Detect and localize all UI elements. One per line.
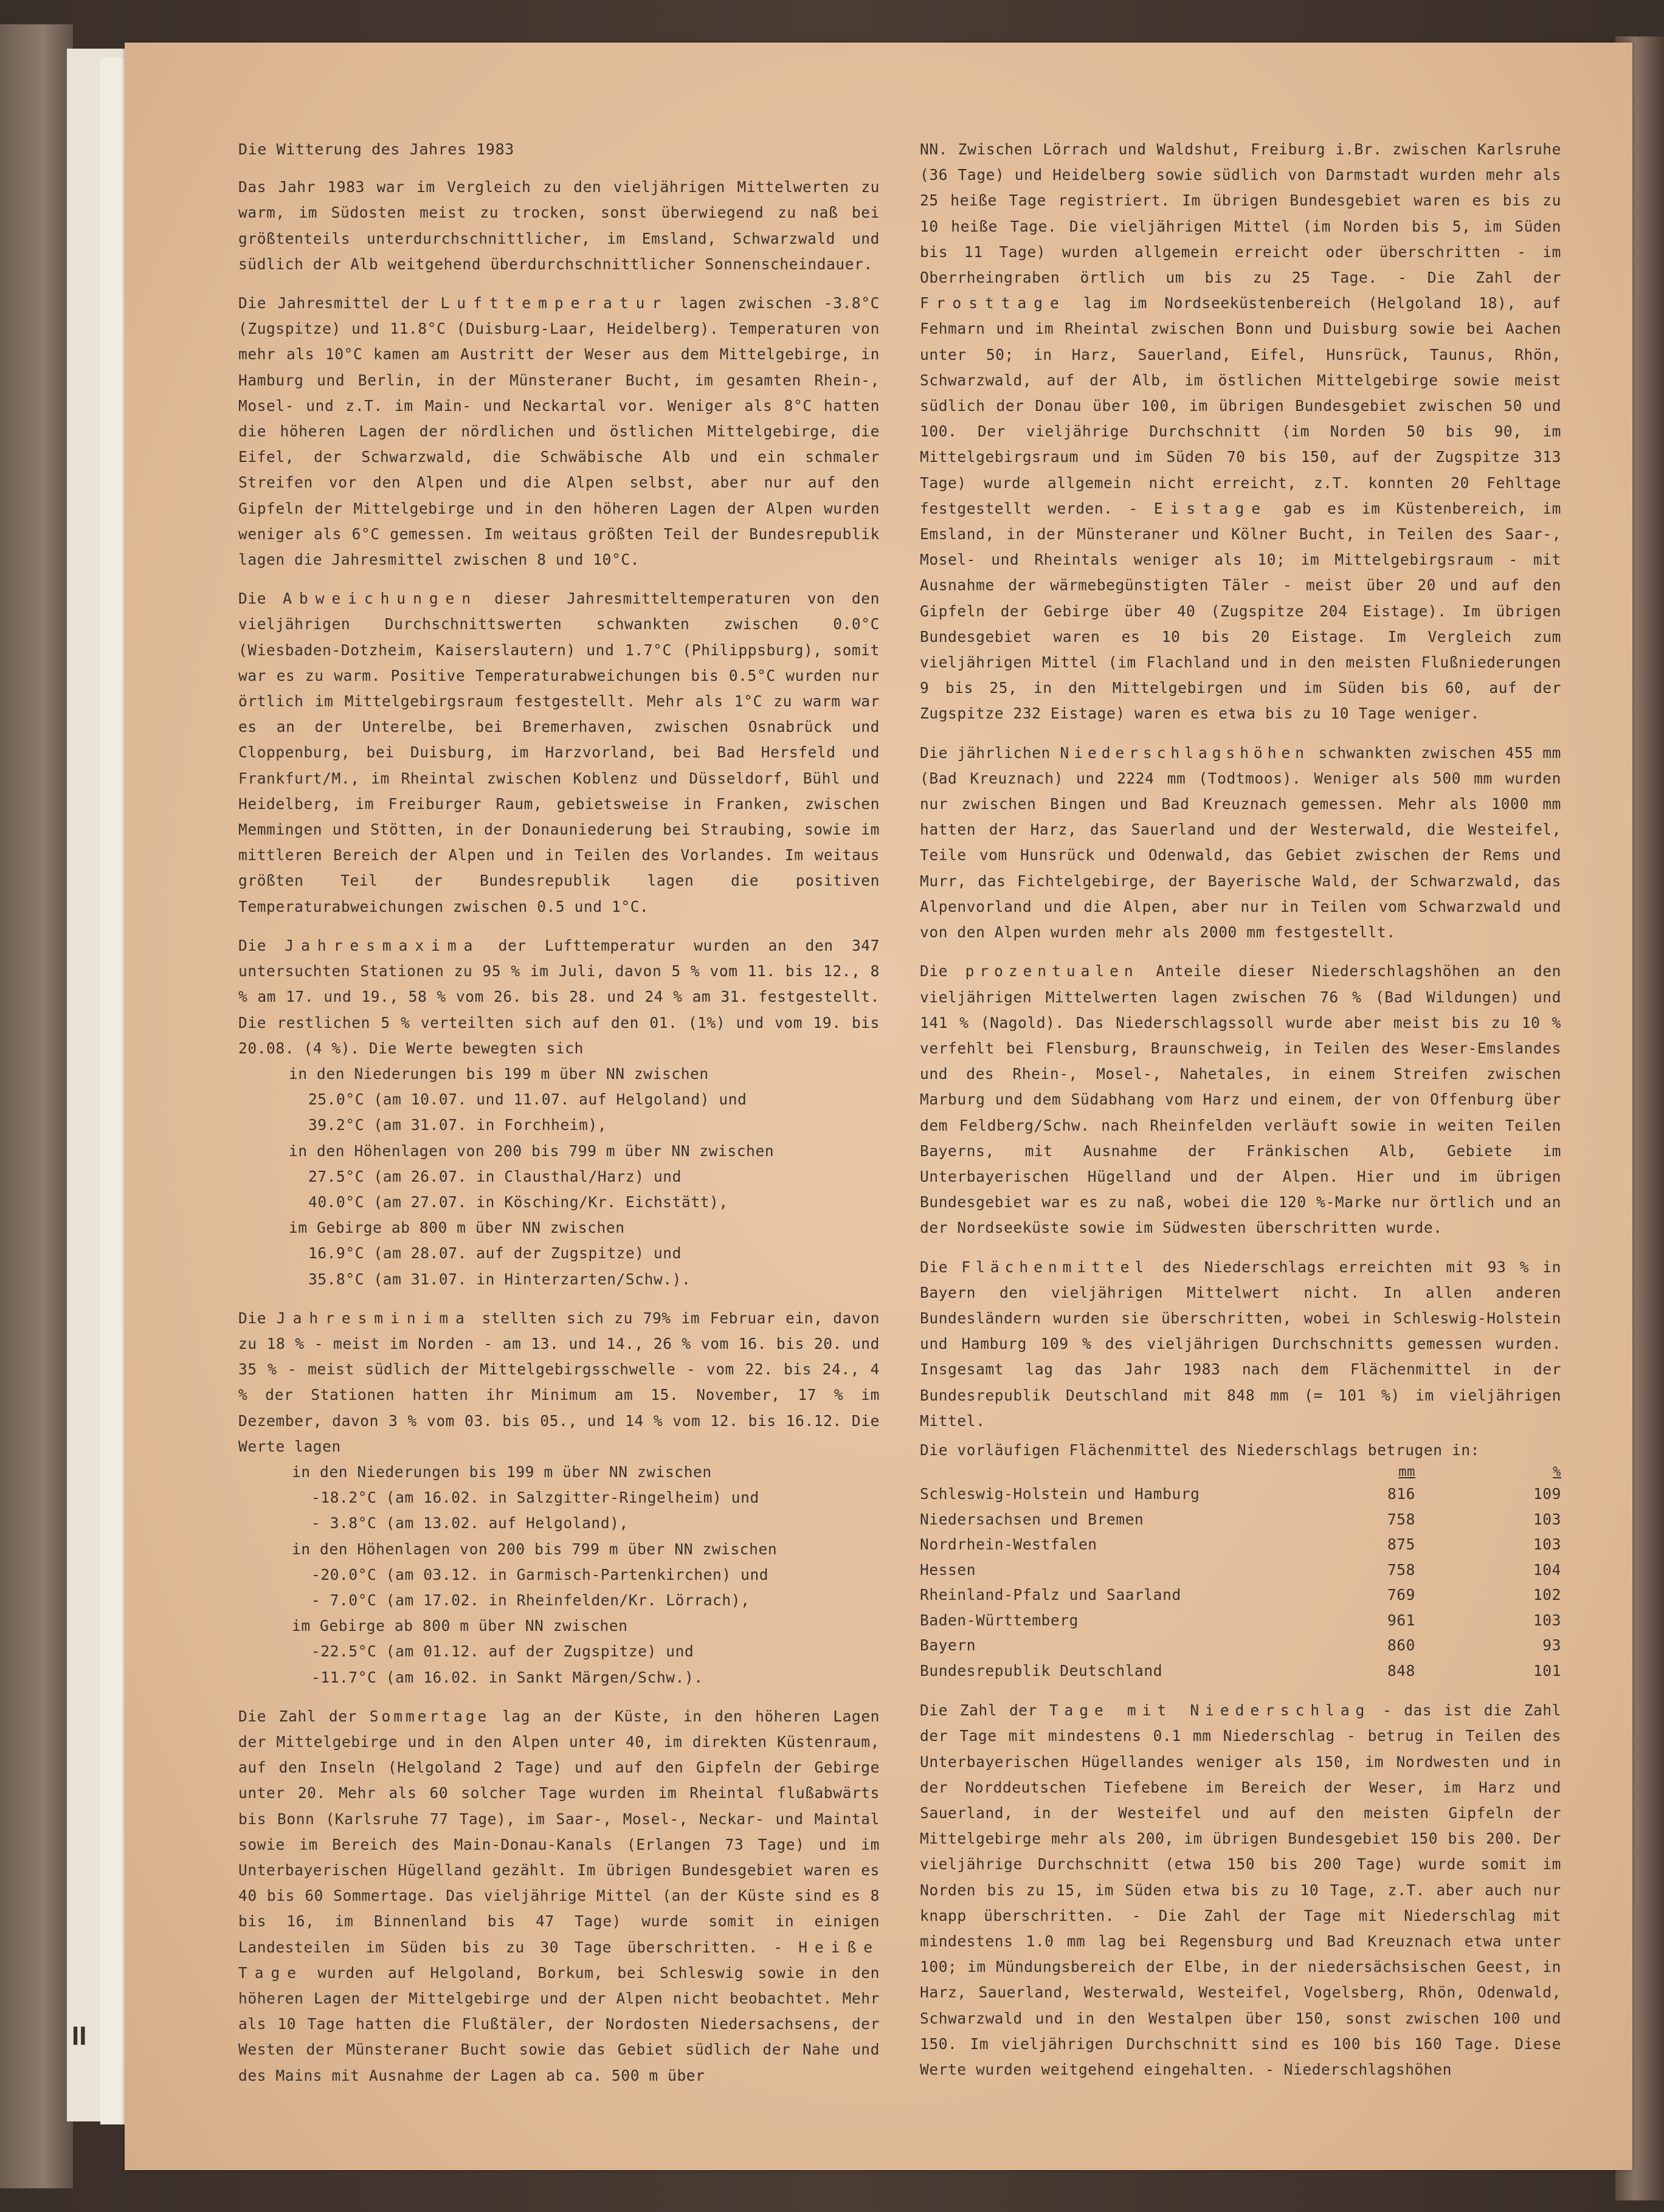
left-column <box>238 137 880 2102</box>
maxima-line: 39.2°C (am 31.07. in Forchheim), <box>308 1116 607 1134</box>
minima-line: in den Niederungen bis 199 m über NN zwischen <box>292 1463 712 1481</box>
precipitation-table <box>920 1463 1561 1683</box>
header-percent: % <box>1553 1464 1561 1480</box>
keyword-sommertage: Sommertage <box>369 1707 490 1725</box>
maxima-line: 16.9°C (am 28.07. auf der Zugspitze) und <box>308 1244 682 1263</box>
paragraph-intro: Das Jahr 1983 war im Vergleich zu den vieljährigen Mittelwerten zu warm, im Südosten meist zu trocken, sonst überwiegend zu naß bei größtenteils unterdurchschnittlicher, im Emsland, Schwarzwald und südlich der Alb weitgehend überdurchschnittlicher Sonnenscheindauer. <box>238 178 880 273</box>
minima-line: -18.2°C (am 16.02. in Salzgitter-Ringelheim) und <box>311 1489 759 1507</box>
maxima-line: 27.5°C (am 26.07. in Clausthal/Harz) und <box>308 1167 682 1185</box>
keyword-lufttemperatur: Lufttemperatur <box>440 294 669 312</box>
keyword-jahresminima: Jahresminima <box>276 1309 472 1327</box>
paragraph-abweichungen: Die Abweichungen dieser Jahresmitteltemperaturen von den vieljährigen Durchschnittswerten schwankten zwischen 0.0°C (Wiesbaden-Dotzheim, Kaiserslautern) und 1.7°C (Philippsburg), somit war es zu warm. Positive Temperaturabweichungen bis 0.5°C wurden nur örtlich im Mittelgebirgsraum festgestellt. Mehr als 1°C zu warm war es an der Unterelbe, bei Bremerhaven, zwischen Osnabrück und Cloppenburg, bei Duisburg, im Harzvorland, bei Bad Hersfeld und Frankfurt/M., im Rheintal zwischen Koblenz und Düsseldorf, Bühl und Heidelberg, im Freiburger Raum, gebietsweise in Franken, zwischen Memmingen und Stötten, in der Donauniederung bei Straubing, sowie im mittleren Bereich der Alpen und in Teilen des Vorlandes. Im weitaus größten Teil der Bundesrepublik lagen die positiven Temperaturabweichungen zwischen 0.5 und 1°C. <box>238 590 880 915</box>
maxima-line: in den Niederungen bis 199 m über NN zwischen <box>289 1064 709 1083</box>
minima-list <box>238 1459 880 1690</box>
minima-line: -22.5°C (am 01.12. auf der Zugspitze) und <box>311 1642 694 1661</box>
maxima-line: 40.0°C (am 27.07. in Kösching/Kr. Eichstätt), <box>308 1193 728 1211</box>
table-header <box>920 1463 1561 1481</box>
page-number: II <box>72 2021 87 2051</box>
minima-line: im Gebirge ab 800 m über NN zwischen <box>292 1617 628 1635</box>
keyword-flaechenmittel: Flächenmittel <box>961 1258 1150 1276</box>
minima-line: -20.0°C (am 03.12. in Garmisch-Partenkirchen) und <box>311 1565 769 1583</box>
table-row: Bundesrepublik Deutschland 848 101 <box>920 1661 1561 1680</box>
paragraph-jahresmaxima: Die Jahresmaxima der Lufttemperatur wurden an den 347 untersuchten Stationen zu 95 % im Juli, davon 5 % vom 11. bis 12., 8 % am 17. und 19., 58 % vom 26. bis 28. und 24 % am 31. festgestellt. Die restlichen 5 % verteilten sich auf den 01. (1%) und vom 19. bis 20.08. (4 %). Die Werte bewegten sich <box>238 936 880 1057</box>
right-column <box>920 137 1561 2096</box>
maxima-line: 25.0°C (am 10.07. und 11.07. auf Helgoland) und <box>308 1090 747 1109</box>
minima-line: - 7.0°C (am 17.02. in Rheinfelden/Kr. Lörrach), <box>311 1591 750 1609</box>
keyword-tage-mit-niederschlag: Tage mit Niederschlag <box>1049 1701 1371 1720</box>
table-intro: Die vorläufigen Flächenmittel des Niederschlags betrugen in: <box>920 1441 1480 1459</box>
minima-line: -11.7°C (am 16.02. in Sankt Märgen/Schw.). <box>311 1668 703 1686</box>
keyword-abweichungen: Abweichungen <box>283 590 478 608</box>
page-title: Die Witterung des Jahres 1983 <box>238 140 514 158</box>
keyword-eistage: Eistage <box>1153 499 1268 517</box>
document-page <box>125 43 1632 2170</box>
paragraph-niederschlagshoehen: Die jährlichen Niederschlagshöhen schwankten zwischen 455 mm (Bad Kreuznach) und 2224 mm (Todtmoos). Weniger als 500 mm wurden nur zwischen Bingen und Bad Kreuznach gemessen. Mehr als 1000 mm hatten der Harz, das Sauerland und der Westerwald, die Westeifel, Teile vom Hunsrück und Odenwald, das Gebiet zwischen der Rems und Murr, das Fichtelgebirge, der Bayerische Wald, der Schwarzwald, das Alpenvorland und die Alpen, aber nur in Teilen vom Schwarzwald und von den Alpen wurden mehr als 2000 mm festgestellt. <box>920 743 1561 942</box>
maxima-list <box>238 1061 880 1292</box>
paragraph-flaechenmittel: Die Flächenmittel des Niederschlags erreichten mit 93 % in Bayern den vieljährigen Mittelwert nicht. In allen anderen Bundesländern wurden sie überschritten, wobei in Schleswig-Holstein und Hamburg 109 % des vieljährigen Durchschnitts gemessen wurden. Insgesamt lag das Jahr 1983 nach dem Flächenmittel in der Bundesrepublik Deutschland mit 848 mm (= 101 %) im vieljährigen Mittel. <box>920 1258 1561 1430</box>
paragraph-frosttage-eistage: NN. Zwischen Lörrach und Waldshut, Freiburg i.Br. zwischen Karlsruhe (36 Tage) und Heidelberg sowie südlich von Darmstadt wurden mehr als 25 heiße Tage registriert. Im übrigen Bundesgebiet waren es bis zu 10 heiße Tage. Die vieljährigen Mittel (im Norden bis 5, im Süden bis 11 Tage) wurden allgemein erreicht oder überschritten - im Oberrheingraben örtlich um bis zu 25 Tage. - Die Zahl der Frosttage lag im Nordseeküstenbereich (Helgoland 18), auf Fehmarn und im Rheintal zwischen Bonn und Duisburg sowie bei Aachen unter 50; in Harz, Sauerland, Eifel, Hunsrück, Taunus, Rhön, Schwarzwald, auf der Alb, im östlichen Mittelgebirge sowie meist südlich der Donau über 100, im übrigen Bundesgebiet zwischen 50 und 100. Der vieljährige Durchschnitt (im Norden 50 bis 90, im Mittelgebirgsraum und im Süden 70 bis 150, auf der Zugspitze 313 Tage) wurde allgemein nicht erreicht, z.T. konnten 20 Fehltage festgestellt werden. - Eistage gab es im Küstenbereich, im Emsland, in der Münsteraner und Kölner Bucht, in Teilen des Saar-, Mosel- und Rheintals weniger als 10; im Mittelgebirgsraum - mit Ausnahme der wärmebegünstigten Täler - meist über 20 und auf den Gipfeln der Gebirge über 40 (Zugspitze 204 Eistage). Im übrigen Bundesgebiet waren es 10 bis 20 Eistage. Im Vergleich zum vieljährigen Mittel (im Flachland und in den meisten Flußniederungen 9 bis 25, in den Mittelgebirgen und im Süden bis 60, auf der Zugspitze 232 Eistage) waren es etwa bis zu 10 Tage weniger. <box>920 140 1561 723</box>
table-row: Nordrhein-Westfalen 875 103 <box>920 1535 1561 1554</box>
paragraph-sommertage: Die Zahl der Sommertage lag an der Küste, in den höheren Lagen der Mittelgebirge und in den Alpen unter 40, im direkten Küstenraum, auf den Inseln (Helgoland 2 Tage) und auf den Gipfeln der Gebirge unter 20. Mehr als 60 solcher Tage wurden im Rheintal flußabwärts bis Bonn (Karlsruhe 77 Tage), im Saar-, Mosel-, Neckar- und Maintal sowie im Bereich des Main-Donau-Kanals (Erlangen 73 Tage) und im Unterbayerischen Hügelland gezählt. Im übrigen Bundesgebiet waren es 40 bis 60 Sommertage. Das vieljährige Mittel (an der Küste sind es 8 bis 16, im Binnenland bis 47 Tage) wurde somit in einigen Landesteilen im Süden bis zu 30 Tage überschritten. - Heiße Tage wurden auf Helgoland, Borkum, bei Schleswig sowie in den höheren Lagen der Mittelgebirge und der Alpen nicht beobachtet. Mehr als 10 Tage hatten die Flußtäler, der Nordosten Niedersachsens, der Westen der Münsteraner Bucht sowie das Gebiet südlich der Nahe und des Mains mit Ausnahme der Lagen ab ca. 500 m über <box>238 1707 880 2084</box>
table-row: Bayern 860 93 <box>920 1636 1561 1655</box>
table-row: Rheinland-Pfalz und Saarland 769 102 <box>920 1586 1561 1604</box>
keyword-frosttage: Frosttage <box>920 294 1066 312</box>
maxima-line: im Gebirge ab 800 m über NN zwischen <box>289 1219 625 1237</box>
paragraph-jahresminima: Die Jahresminima stellten sich zu 79% im Februar ein, davon zu 18 % - meist im Norden - am 13. und 14., 26 % vom 16. bis 20. und 35 % - meist südlich der Mittelgebirgsschwelle - vom 22. bis 24., 4 % der Stationen hatten ihr Minimum am 15. November, 17 % im Dezember, davon 3 % vom 03. bis 05., und 14 % vom 12. bis 16.12. Die Werte lagen <box>238 1309 880 1455</box>
table-row: Baden-Württemberg 961 103 <box>920 1611 1561 1629</box>
table-row: Schleswig-Holstein und Hamburg 816 109 <box>920 1485 1561 1503</box>
table-row: Hessen 758 104 <box>920 1560 1561 1579</box>
minima-line: - 3.8°C (am 13.02. auf Helgoland), <box>311 1514 629 1532</box>
keyword-heisse-tage: Heiße Tage <box>238 1938 880 1982</box>
binder-edge <box>0 24 73 2188</box>
table-row: Niedersachsen und Bremen 758 103 <box>920 1510 1561 1528</box>
minima-line: in den Höhenlagen von 200 bis 799 m über NN zwischen <box>292 1540 778 1558</box>
header-mm: mm <box>1398 1464 1415 1480</box>
paragraph-prozentuale-anteile: Die prozentualen Anteile dieser Niederschlagshöhen an den vieljährigen Mittelwerten lagen zwischen 76 % (Bad Wildungen) und 141 % (Nagold). Das Niederschlagssoll wurde aber meist bis zu 10 % verfehlt bei Flensburg, Braunschweig, in Teilen des Weser-Emslandes und des Rhein-, Mosel-, Nahetales, in einem Streifen zwischen Marburg und dem Südabhang vom Harz und einem, der von Offenburg über dem Feldberg/Schw. nach Rheinfelden verläuft sowie in weiten Teilen Bayerns, mit Ausnahme der Fränkischen Alb, Gebiete im Unterbayerischen Hügelland und der Alpen. Hier und im übrigen Bundesgebiet war es zu naß, wobei die 120 %-Marke nur örtlich und an der Nordseeküste sowie im Südwesten überschritten wurde. <box>920 962 1562 1237</box>
paragraph-tage-mit-niederschlag: Die Zahl der Tage mit Niederschlag - das ist die Zahl der Tage mit mindestens 0.1 mm Niederschlag - betrug in Teilen des Unterbayerischen Hügellandes weniger als 150, im Nordwesten und in der Norddeutschen Tiefebene im Bereich der Weser, im Harz und Sauerland, in der Westeifel und auf den meisten Gipfeln der Mittelgebirge mehr als 200, im übrigen Bundesgebiet 150 bis 200. Der vieljährige Durchschnitt (etwa 150 bis 200 Tage) wurde somit im Norden bis zu 15, im Süden etwa bis zu 10 Tage, z.T. aber auch nur knapp überschritten. - Die Zahl der Tage mit Niederschlag mit mindestens 1.0 mm lag bei Regensburg und Bad Kreuznach etwa unter 100; im Mündungsbereich der Elbe, in der niedersächsischen Geest, in Harz, Sauerland, Westerwald, Westeifel, Vogelsberg, Rhön, Odenwald, Schwarzwald und in den Westalpen über 150, sonst zwischen 100 und 150. Im vieljährigen Durchschnitt sind es 100 bis 160 Tage. Diese Werte wurden weitgehend eingehalten. - Niederschlagshöhen <box>920 1701 1562 2078</box>
keyword-jahresmaxima: Jahresmaxima <box>285 936 480 954</box>
keyword-prozentualen: prozentualen <box>965 962 1139 980</box>
paragraph-lufttemperatur: Die Jahresmittel der Lufttemperatur lagen zwischen -3.8°C (Zugspitze) und 11.8°C (Duisburg-Laar, Heidelberg). Temperaturen von mehr als 10°C kamen am Austritt der Weser aus dem Mittelgebirge, in Hamburg und Berlin, in der Münsteraner Bucht, im gesamten Rhein-, Mosel- und z.T. im Main- und Neckartal vor. Weniger als 8°C hatten die höheren Lagen der nördlichen und östlichen Mittelgebirge, die Eifel, der Schwarzwald, die Schwäbische Alb und ein schmaler Streifen vor den Alpen und die Alpen selbst, aber nur auf den Gipfeln der Mittelgebirge und in den höheren Lagen der Alpen wurden weniger als 6°C gemessen. Im weitaus größten Teil der Bundesrepublik lagen die Jahresmittel zwischen 8 und 10°C. <box>238 294 880 569</box>
keyword-niederschlagshoehen: Niederschlagshöhen <box>1060 743 1310 762</box>
maxima-line: 35.8°C (am 31.07. in Hinterzarten/Schw.). <box>308 1270 691 1288</box>
maxima-line: in den Höhenlagen von 200 bis 799 m über NN zwischen <box>289 1142 775 1160</box>
